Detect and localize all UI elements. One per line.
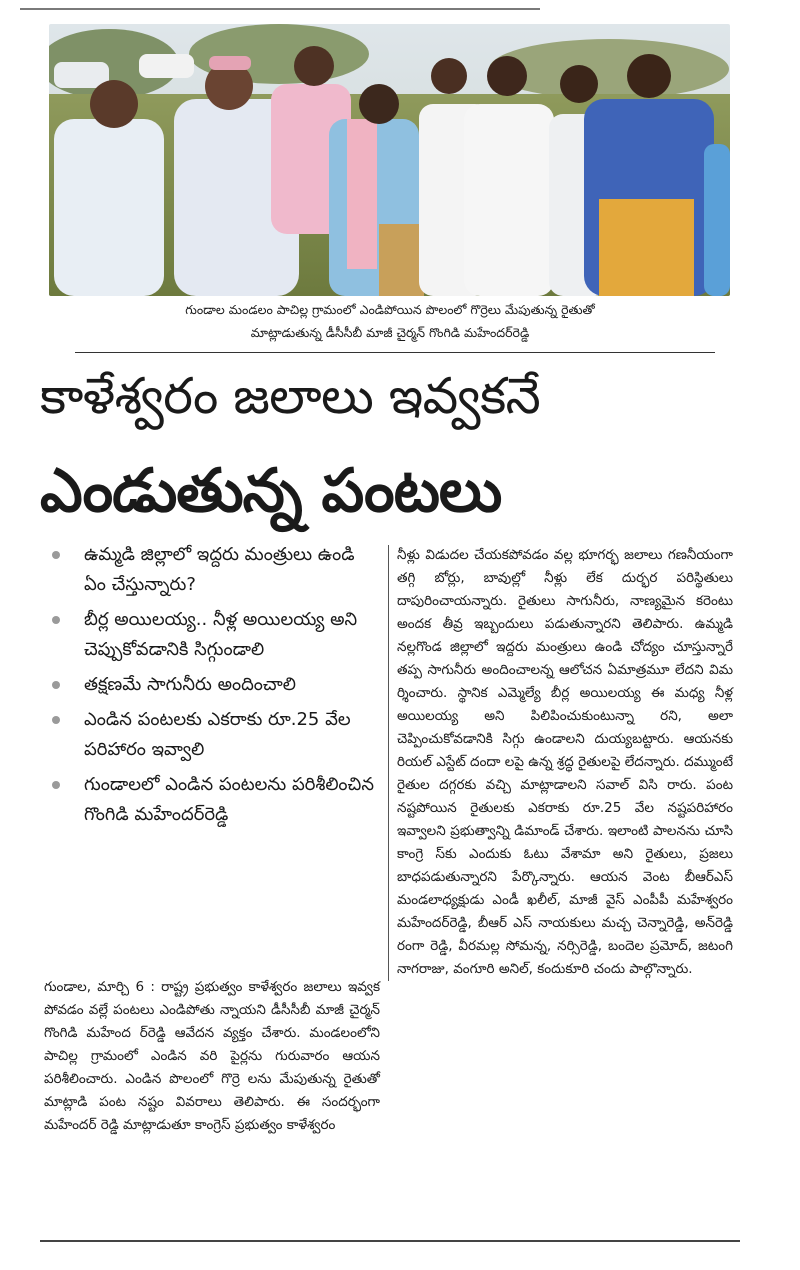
highlight-text: తక్షణమే సాగునీరు అందించాలి <box>84 674 296 695</box>
bullet-dot-icon <box>52 551 60 559</box>
news-photo <box>49 24 730 296</box>
highlight-text: ఎండిన పంటలకు ఎకరాకు రూ.25 వేల పరిహారం ఇవ్వాలి <box>84 709 351 760</box>
top-rule <box>20 8 540 10</box>
caption-line-2: మాట్లాడుతున్న డీసీసీబీ మాజీ చైర్మన్ గొంగిడి మహేందర్‌రెడ్డి <box>250 325 530 340</box>
highlight-text: గుండాలలో ఎండిన పంటలను పరిశీలించిన గొంగిడి మహేందర్‌రెడ్డి <box>84 774 374 825</box>
bullet-dot-icon <box>52 781 60 789</box>
highlights-list <box>44 540 379 835</box>
caption-rule <box>75 352 715 353</box>
bullet-dot-icon <box>52 716 60 724</box>
highlight-item <box>44 670 379 700</box>
bullet-dot-icon <box>52 681 60 689</box>
article-body-right: నీళ్లు విడుదల చేయకపోవడం వల్ల భూగర్భ జలాలు గణనీయంగా తగ్గి బోర్లు, బావుల్లో నీళ్లు లేక దుర్భర పరిస్థితులు దాపురించాయన్నారు. రైతులు సాగునీరు, నాణ్యమైన కరెంటు అందక తీవ్ర ఇబ్బందులు పడుతున్నారని తెలిపారు. ఉమ్మడి నల్లగొండ జిల్లాలో ఇద్దరు మంత్రులు ఉండి చోద్యం చూస్తున్నారే తప్ప సాగునీరు అందించాలన్న ఆలోచన ఏమాత్రమూ లేదని విమ ర్శించారు. స్థానిక ఎమ్మెల్యే బీర్ల అయిలయ్య ఈ మధ్య నీళ్ల అయిలయ్య అని పిలిపించుకుంటున్నా రని, అలా చెప్పించుకోవడానికి సిగ్గు ఉండాలని దుయ్యబట్టారు. ఆయనకు రియల్ ఎస్టేట్ దందా లపై ఉన్న శ్రద్ధ రైతులపై లేదన్నారు. దమ్ముంటే రైతుల దగ్గరకు వచ్చి మాట్లాడాలని సవాల్ విసి రారు. పంట నష్టపోయిన రైతులకు ఎకరాకు రూ.25 వేల నష్టపరిహారం ఇవ్వాలని ప్రభుత్వాన్ని డిమాండ్ చేశారు. ఇలాంటి పాలనను చూసి కాంగ్రె స్‌కు ఎందుకు ఓటు వేశామా అని రైతులు, ప్రజలు బాధపడుతున్నారని పేర్కొన్నారు. ఆయన వెంట బీఆర్‌ఎస్ మండలాధ్యక్షుడు ఎండీ ఖలీల్, మాజీ వైస్ ఎంపీపీ మహేశ్వరం మహేందర్‌రెడ్డి, బీఆర్ ఎస్ నాయకులు మచ్చ చెన్నారెడ్డి, అన్‌రెడ్డి రంగా రెడ్డి, వీరమల్ల సోమన్న, నర్సిరెడ్డి, బందెల ప్రమోద్, జటంగి నాగరాజు, వంగూరి అనిల్, కందుకూరి చందు పాల్గొన్నారు. <box>397 547 733 977</box>
highlight-item <box>44 540 379 600</box>
highlight-item <box>44 770 379 830</box>
highlight-text: ఉమ్మడి జిల్లాలో ఇద్దరు మంత్రులు ఉండి ఏం చేస్తున్నారు? <box>84 544 355 595</box>
highlight-item <box>44 605 379 665</box>
bullet-dot-icon <box>52 616 60 624</box>
column-separator <box>388 545 389 981</box>
highlight-text: బీర్ల అయిలయ్య.. నీళ్ల అయిలయ్య అని చెప్పుకోవడానికి సిగ్గుండాలి <box>84 609 358 660</box>
caption-line-1: గుండాల మండలం పాచిల్ల గ్రామంలో ఎండిపోయిన పొలంలో గొర్రెలు మేపుతున్న రైతుతో <box>185 302 595 317</box>
headline-line-1: కాళేశ్వరం జలాలు ఇవ్వకనే <box>40 367 541 425</box>
article-body-left: గుండాల, మార్చి 6 : రాష్ట్ర ప్రభుత్వం కాళేశ్వరం జలాలు ఇవ్వక పోవడం వల్లే పంటలు ఎండిపోతు న్నాయని డీసీసీబీ మాజీ చైర్మన్ గొంగిడి మహేంద ర్‌రెడ్డి ఆవేదన వ్యక్తం చేశారు. మండలంలోని పాచిల్ల గ్రామంలో ఎండిన వరి పైర్లను గురువారం ఆయన పరిశీలించారు. ఎండిన పొలంలో గొర్రె లను మేపుతున్న రైతుతో మాట్లాడి పంట నష్టం వివరాలు తెలిపారు. ఈ సందర్భంగా మహేందర్ రెడ్డి మాట్లాడుతూ కాంగ్రెస్ ప్రభుత్వం కాళేశ్వరం <box>44 979 380 1133</box>
highlight-item <box>44 705 379 765</box>
headline-line-2: ఎండుతున్న పంటలు <box>40 456 502 526</box>
photo-caption <box>60 298 720 344</box>
bottom-rule <box>40 1240 740 1242</box>
next-article-peek <box>40 1258 740 1270</box>
